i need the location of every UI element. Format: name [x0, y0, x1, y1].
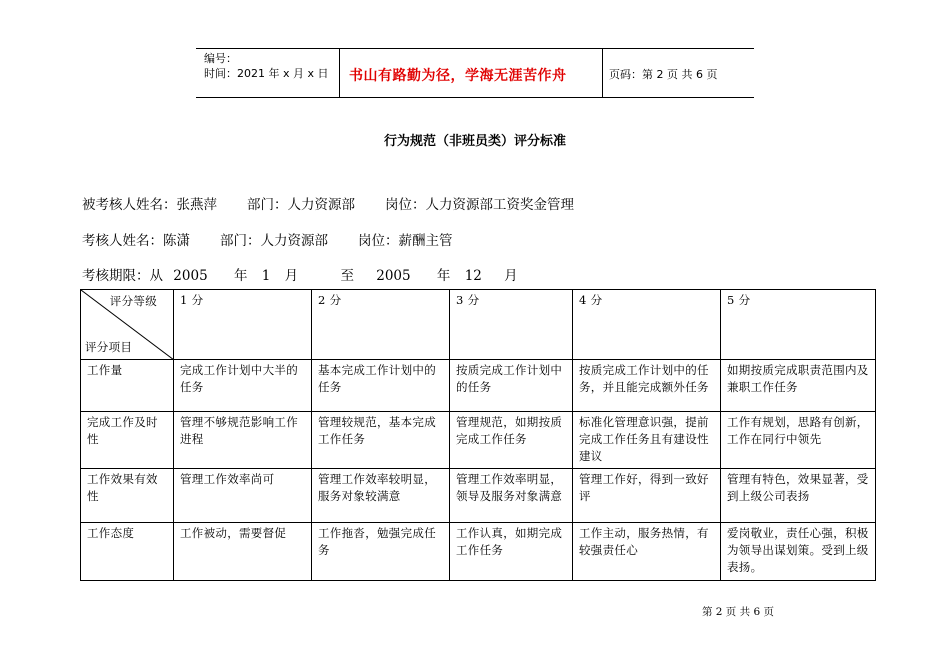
table-cell: 工作主动，服务热情，有较强责任心	[573, 523, 721, 581]
table-cell: 工作被动，需要督促	[174, 523, 312, 581]
number-label: 编号：	[204, 52, 237, 65]
assessee-line	[82, 193, 574, 213]
period-year-unit: 年	[233, 268, 248, 284]
table-row	[81, 523, 876, 581]
row-item: 工作量	[81, 360, 174, 412]
table-cell: 管理规范，如期按质完成工作任务	[450, 412, 573, 469]
assessor-dept: 部门：人力资源部	[220, 233, 328, 249]
period-start-year: 2005	[173, 268, 208, 284]
row-item: 完成工作及时性	[81, 412, 174, 469]
assessee-position: 岗位：人力资源部工资奖金管理	[385, 197, 574, 213]
grade-header: 3 分	[450, 290, 573, 360]
assessor-name: 考核人姓名：陈潇	[82, 233, 190, 249]
table-cell: 管理不够规范影响工作进程	[174, 412, 312, 469]
assessee-name: 被考核人姓名：张燕萍	[82, 197, 217, 213]
table-cell: 标准化管理意识强，提前完成工作任务且有建设性建议	[573, 412, 721, 469]
table-cell: 管理工作效率较明显，服务对象较满意	[312, 469, 450, 523]
header-meta	[204, 51, 329, 81]
grade-header: 4 分	[573, 290, 721, 360]
corner-grade-label: 评分等级	[109, 294, 157, 308]
assessor-line	[82, 229, 453, 249]
header-divider	[339, 49, 340, 97]
period-line	[82, 264, 518, 284]
period-start-month: 1	[261, 268, 271, 284]
period-label: 考核期限：从	[82, 268, 163, 284]
table-cell: 按质完成工作计划中的任务，并且能完成额外任务	[573, 360, 721, 412]
table-cell: 管理工作效率尚可	[174, 469, 312, 523]
assessee-dept: 部门：人力资源部	[247, 197, 355, 213]
document-header	[196, 48, 754, 98]
table-row	[81, 412, 876, 469]
scoring-table	[80, 289, 876, 581]
corner-cell	[81, 290, 174, 360]
page-footer: 第 2 页 共 6 页	[701, 606, 774, 618]
row-item: 工作效果有效性	[81, 469, 174, 523]
period-end-year: 2005	[376, 268, 411, 284]
assessor-position: 岗位：薪酬主管	[358, 233, 453, 249]
table-cell: 管理工作好，得到一致好评	[573, 469, 721, 523]
period-year-unit: 年	[436, 268, 451, 284]
grade-header: 2 分	[312, 290, 450, 360]
table-cell: 管理较规范，基本完成工作任务	[312, 412, 450, 469]
table-header-row	[81, 290, 876, 360]
period-month-unit: 月	[504, 268, 518, 284]
row-item: 工作态度	[81, 523, 174, 581]
table-cell: 工作有规划，思路有创新，工作在同行中领先	[721, 412, 876, 469]
period-to: 至	[340, 268, 354, 284]
header-motto: 书山有路勤为径，学海无涯苦作舟	[349, 68, 567, 84]
grade-header: 5 分	[721, 290, 876, 360]
table-cell: 基本完成工作计划中的任务	[312, 360, 450, 412]
table-cell: 按质完成工作计划中的任务	[450, 360, 573, 412]
header-page-info: 页码：第 2 页 共 6 页	[609, 68, 718, 81]
table-row	[81, 469, 876, 523]
table-cell: 爱岗敬业，责任心强，积极为领导出谋划策。受到上级表扬。	[721, 523, 876, 581]
table-cell: 工作认真，如期完成工作任务	[450, 523, 573, 581]
period-end-month: 12	[464, 268, 482, 284]
header-divider	[602, 49, 603, 97]
period-month-unit: 月	[284, 268, 299, 284]
table-cell: 完成工作计划中大半的任务	[174, 360, 312, 412]
corner-item-label: 评分项目	[85, 340, 133, 354]
grade-header: 1 分	[174, 290, 312, 360]
time-label: 时间：2021 年 x 月 x 日	[204, 67, 329, 80]
table-row	[81, 360, 876, 412]
table-cell: 如期按质完成职责范围内及兼职工作任务	[721, 360, 876, 412]
document-title: 行为规范（非班员类）评分标准	[383, 134, 566, 149]
table-cell: 管理工作效率明显，领导及服务对象满意	[450, 469, 573, 523]
table-cell: 管理有特色，效果显著，受到上级公司表扬	[721, 469, 876, 523]
table-cell: 工作拖沓，勉强完成任务	[312, 523, 450, 581]
